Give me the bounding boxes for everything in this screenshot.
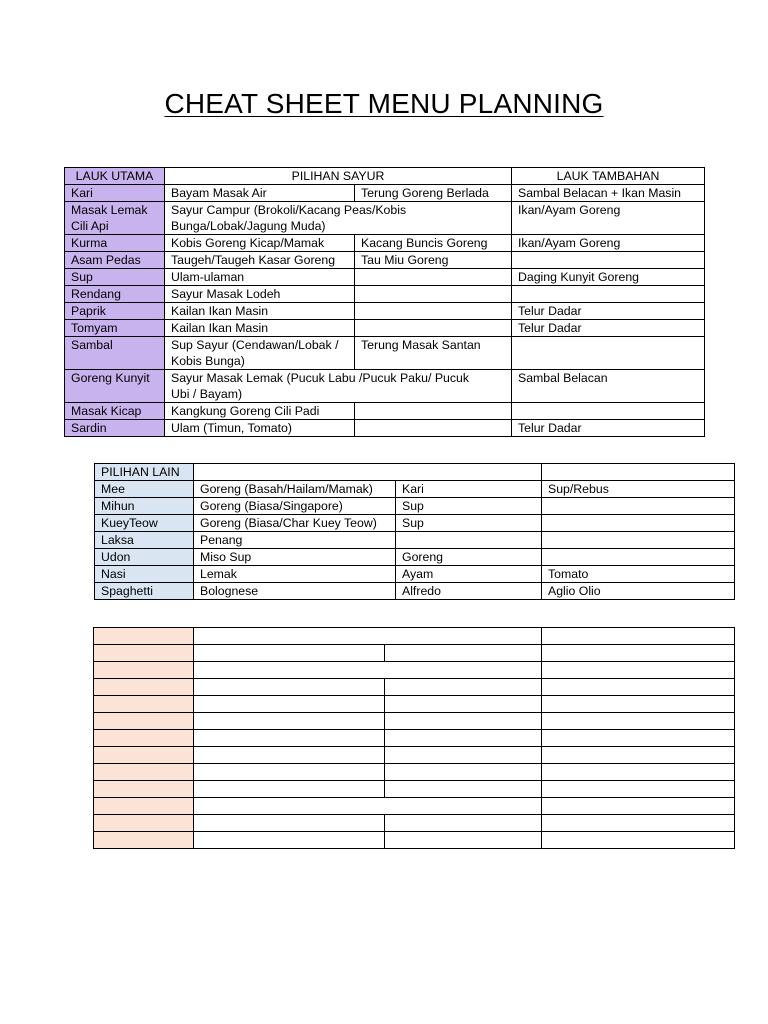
tambahan-cell: Sambal Belacan + Ikan Masin	[512, 185, 705, 202]
blank-cell	[194, 713, 385, 730]
blank-row	[94, 781, 735, 798]
header-lauk-utama: LAUK UTAMA	[65, 168, 165, 185]
blank-cell	[385, 832, 542, 849]
lain-name-cell: Mee	[95, 481, 194, 498]
blank-cell	[194, 764, 385, 781]
table-row	[95, 498, 735, 515]
lain-name-cell: KueyTeow	[95, 515, 194, 532]
blank-peach-cell	[94, 628, 194, 645]
header-pilihan-sayur: PILIHAN SAYUR	[165, 168, 512, 185]
header-pilihan-lain: PILIHAN LAIN	[95, 464, 194, 481]
blank-peach-cell	[94, 798, 194, 815]
lauk-cell: Paprik	[65, 303, 165, 320]
lain-option-cell: Miso Sup	[194, 549, 396, 566]
table-row	[95, 481, 735, 498]
blank-cell	[385, 696, 542, 713]
sayur-cell: Terung Masak Santan	[355, 337, 512, 370]
table-header-row	[95, 464, 735, 481]
lain-option-cell: Sup	[396, 498, 542, 515]
lain-name-cell: Laksa	[95, 532, 194, 549]
table-row	[95, 515, 735, 532]
sayur-cell: Sayur Masak Lemak (Pucuk Labu /Pucuk Paku/ Pucuk Ubi / Bayam)	[165, 370, 512, 403]
table-row	[65, 286, 705, 303]
lain-name-cell: Udon	[95, 549, 194, 566]
lain-option-cell: Goreng (Biasa/Char Kuey Teow)	[194, 515, 396, 532]
blank-peach-cell	[94, 815, 194, 832]
lain-option-cell: Penang	[194, 532, 396, 549]
lain-option-cell: Goreng	[396, 549, 542, 566]
sayur-cell: Ulam (Timun, Tomato)	[165, 420, 355, 437]
blank-cell	[194, 679, 385, 696]
blank-peach-cell	[94, 832, 194, 849]
lauk-cell: Rendang	[65, 286, 165, 303]
lauk-cell: Tomyam	[65, 320, 165, 337]
lain-option-cell: Kari	[396, 481, 542, 498]
table-row	[65, 269, 705, 286]
sayur-cell: Ulam-ulaman	[165, 269, 355, 286]
blank-cell	[385, 679, 542, 696]
lain-option-cell: Lemak	[194, 566, 396, 583]
table-row	[65, 185, 705, 202]
sayur-cell	[355, 303, 512, 320]
pilihan-lain-table	[94, 463, 735, 600]
table-row	[95, 566, 735, 583]
lain-option-cell	[542, 549, 735, 566]
blank-row	[94, 713, 735, 730]
blank-peach-cell	[94, 713, 194, 730]
tambahan-cell: Telur Dadar	[512, 320, 705, 337]
sayur-cell: Kacang Buncis Goreng	[355, 235, 512, 252]
blank-cell	[194, 730, 385, 747]
blank-cell	[542, 747, 735, 764]
sayur-cell	[355, 420, 512, 437]
blank-peach-cell	[94, 645, 194, 662]
lauk-cell: Sardin	[65, 420, 165, 437]
header-lauk-tambahan: LAUK TAMBAHAN	[512, 168, 705, 185]
table-row	[65, 235, 705, 252]
table-row	[65, 320, 705, 337]
blank-row	[94, 747, 735, 764]
lain-option-cell: Bolognese	[194, 583, 396, 600]
blank-cell	[385, 764, 542, 781]
lauk-cell: Kari	[65, 185, 165, 202]
page-title: CHEAT SHEET MENU PLANNING	[164, 88, 604, 119]
lain-option-cell: Goreng (Biasa/Singapore)	[194, 498, 396, 515]
lain-option-cell	[542, 498, 735, 515]
blank-cell	[385, 815, 542, 832]
table-row	[95, 583, 735, 600]
lain-option-cell: Ayam	[396, 566, 542, 583]
tambahan-cell	[512, 403, 705, 420]
lain-name-cell: Spaghetti	[95, 583, 194, 600]
empty-cell	[194, 464, 542, 481]
sayur-cell	[355, 286, 512, 303]
lain-option-cell: Goreng (Basah/Hailam/Mamak)	[194, 481, 396, 498]
blank-cell	[542, 832, 735, 849]
blank-planning-table	[93, 627, 735, 849]
blank-row	[94, 645, 735, 662]
sayur-cell: Sup Sayur (Cendawan/Lobak / Kobis Bunga)	[165, 337, 355, 370]
tambahan-cell: Ikan/Ayam Goreng	[512, 235, 705, 252]
table-row	[95, 532, 735, 549]
table-row	[65, 337, 705, 370]
blank-peach-cell	[94, 662, 194, 679]
blank-row	[94, 832, 735, 849]
blank-cell	[542, 764, 735, 781]
blank-cell	[542, 679, 735, 696]
blank-cell	[385, 747, 542, 764]
lain-name-cell: Nasi	[95, 566, 194, 583]
blank-cell	[194, 798, 542, 815]
tambahan-cell: Telur Dadar	[512, 420, 705, 437]
blank-cell	[542, 696, 735, 713]
sayur-cell: Kobis Goreng Kicap/Mamak	[165, 235, 355, 252]
tambahan-cell: Daging Kunyit Goreng	[512, 269, 705, 286]
table-row	[65, 403, 705, 420]
sayur-cell: Sayur Campur (Brokoli/Kacang Peas/Kobis Bunga/Lobak/Jagung Muda)	[165, 202, 512, 235]
sayur-cell: Kailan Ikan Masin	[165, 320, 355, 337]
blank-cell	[542, 713, 735, 730]
table-row	[65, 252, 705, 269]
blank-row	[94, 696, 735, 713]
table-row	[65, 303, 705, 320]
lain-option-cell	[396, 532, 542, 549]
blank-cell	[194, 832, 385, 849]
tambahan-cell: Sambal Belacan	[512, 370, 705, 403]
lain-option-cell: Alfredo	[396, 583, 542, 600]
blank-peach-cell	[94, 781, 194, 798]
blank-row	[94, 679, 735, 696]
blank-cell	[385, 730, 542, 747]
table-header-row	[65, 168, 705, 185]
blank-cell	[542, 730, 735, 747]
blank-cell	[194, 628, 542, 645]
blank-row	[94, 628, 735, 645]
lain-option-cell	[542, 515, 735, 532]
blank-cell	[542, 798, 735, 815]
blank-cell	[385, 645, 542, 662]
blank-cell	[194, 815, 385, 832]
blank-row	[94, 764, 735, 781]
table-row	[65, 370, 705, 403]
lauk-cell: Asam Pedas	[65, 252, 165, 269]
blank-row	[94, 730, 735, 747]
lauk-cell: Masak Lemak Cili Api	[65, 202, 165, 235]
blank-cell	[542, 645, 735, 662]
tambahan-cell	[512, 286, 705, 303]
lain-name-cell: Mihun	[95, 498, 194, 515]
lain-option-cell	[542, 532, 735, 549]
table-row	[65, 202, 705, 235]
tambahan-cell	[512, 252, 705, 269]
blank-peach-cell	[94, 747, 194, 764]
tambahan-cell: Telur Dadar	[512, 303, 705, 320]
table-row	[95, 549, 735, 566]
main-menu-table	[64, 167, 705, 437]
blank-cell	[194, 781, 385, 798]
blank-cell	[542, 662, 735, 679]
sayur-cell: Taugeh/Taugeh Kasar Goreng	[165, 252, 355, 269]
blank-cell	[542, 628, 735, 645]
blank-peach-cell	[94, 730, 194, 747]
blank-peach-cell	[94, 764, 194, 781]
tambahan-cell: Ikan/Ayam Goreng	[512, 202, 705, 235]
lauk-cell: Masak Kicap	[65, 403, 165, 420]
lauk-cell: Kurma	[65, 235, 165, 252]
tambahan-cell	[512, 337, 705, 370]
blank-cell	[194, 662, 542, 679]
sayur-cell: Terung Goreng Berlada	[355, 185, 512, 202]
blank-cell	[194, 645, 385, 662]
blank-cell	[385, 781, 542, 798]
lain-option-cell: Sup/Rebus	[542, 481, 735, 498]
lauk-cell: Sambal	[65, 337, 165, 370]
lauk-cell: Sup	[65, 269, 165, 286]
empty-cell	[542, 464, 735, 481]
sayur-cell: Kailan Ikan Masin	[165, 303, 355, 320]
blank-cell	[542, 815, 735, 832]
sayur-cell	[355, 403, 512, 420]
blank-row	[94, 798, 735, 815]
blank-peach-cell	[94, 696, 194, 713]
sayur-cell: Kangkung Goreng Cili Padi	[165, 403, 355, 420]
sayur-cell: Sayur Masak Lodeh	[165, 286, 355, 303]
blank-cell	[385, 713, 542, 730]
blank-cell	[542, 781, 735, 798]
blank-cell	[194, 696, 385, 713]
sayur-cell	[355, 320, 512, 337]
blank-row	[94, 662, 735, 679]
lain-option-cell: Sup	[396, 515, 542, 532]
blank-peach-cell	[94, 679, 194, 696]
sayur-cell: Bayam Masak Air	[165, 185, 355, 202]
lain-option-cell: Aglio Olio	[542, 583, 735, 600]
blank-row	[94, 815, 735, 832]
lain-option-cell: Tomato	[542, 566, 735, 583]
table-row	[65, 420, 705, 437]
lauk-cell: Goreng Kunyit	[65, 370, 165, 403]
sayur-cell: Tau Miu Goreng	[355, 252, 512, 269]
blank-cell	[194, 747, 385, 764]
sayur-cell	[355, 269, 512, 286]
